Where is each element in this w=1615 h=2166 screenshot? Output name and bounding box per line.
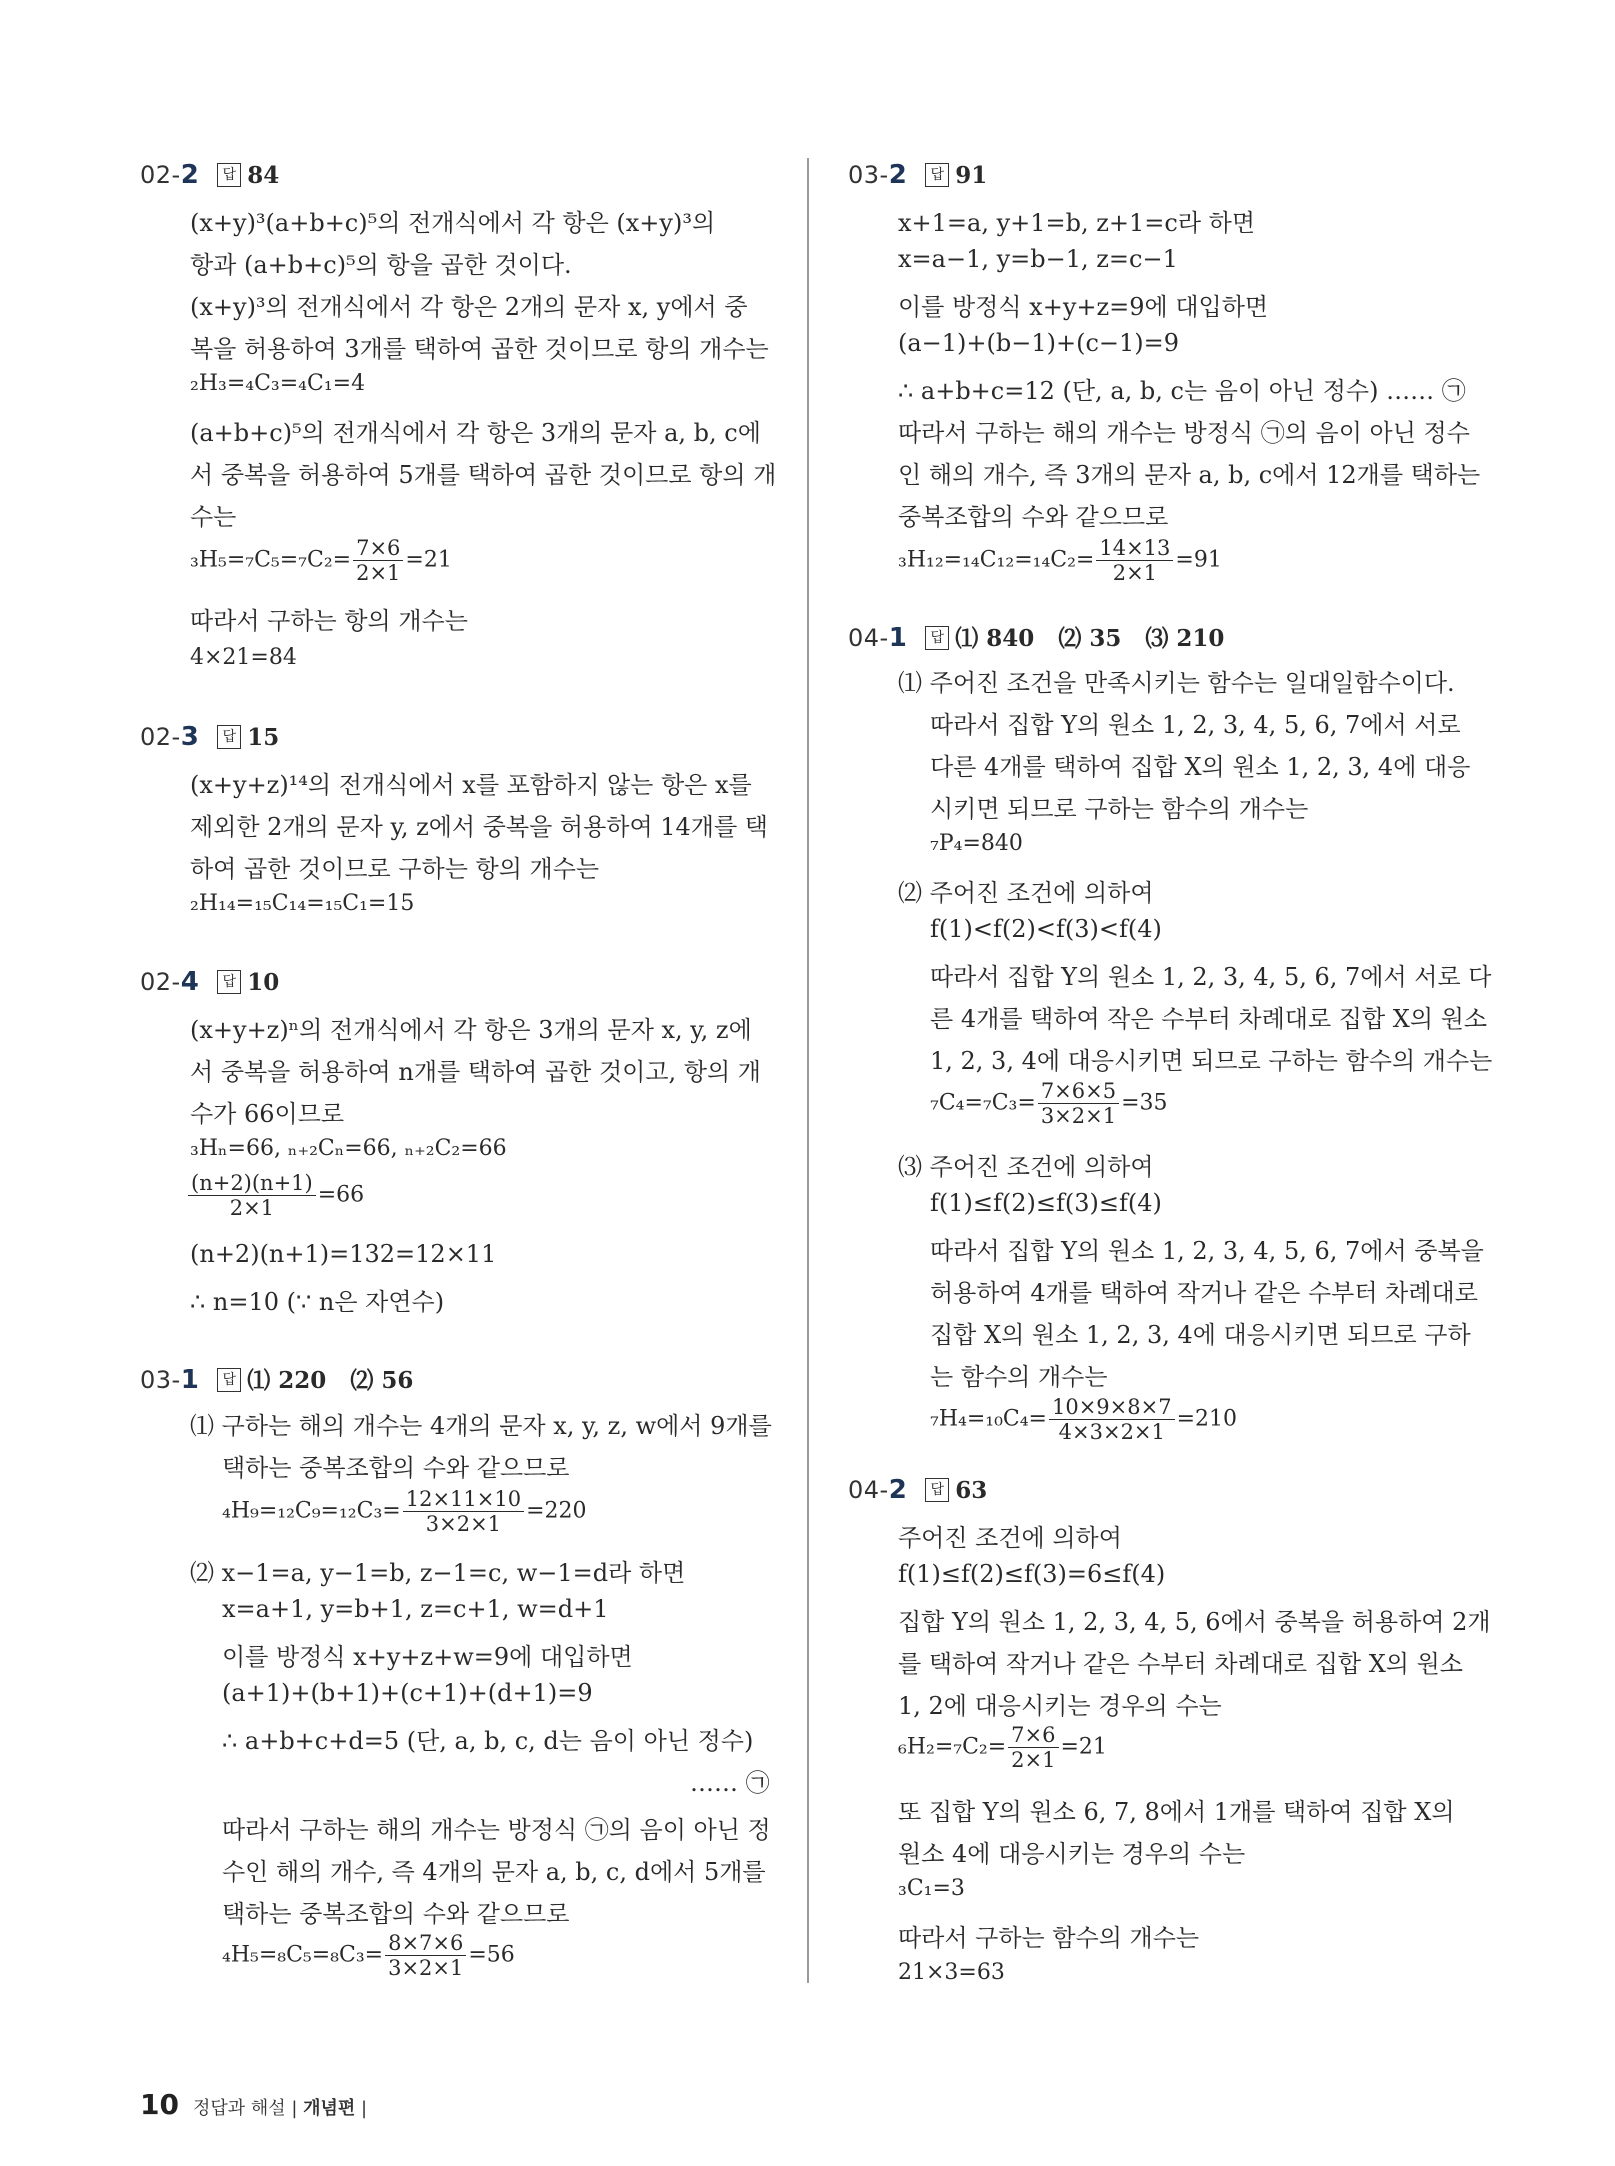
problem-02-4-header: [140, 967, 279, 997]
formula-line: ₇P₄=840: [930, 831, 1023, 856]
problem-04-1-header: [848, 620, 1224, 653]
answer-value: 91: [955, 162, 988, 189]
problem-id: 02-3: [140, 722, 200, 752]
answer-box-icon: 답: [217, 970, 241, 994]
answer-box-icon: 답: [217, 1368, 241, 1392]
problem-id: 03-1: [140, 1365, 200, 1395]
fraction-equation: ₆H₂=₇C₂= $\frac{7\times 6}{2\times 1}$ =21: [898, 1723, 1107, 1773]
text-line: ∴ a+b+c=12 (단, a, b, c는 음이 아닌 정수) …… ㉠: [898, 377, 1466, 405]
problem-id: 02-4: [140, 967, 200, 997]
problem-id: 04-2: [848, 1475, 908, 1505]
text-line: (x+y)³의 전개식에서 각 항은 2개의 문자 x, y에서 중: [190, 293, 748, 321]
answer-value: 10: [247, 969, 280, 996]
text-line: 를 택하여 작거나 같은 수부터 차례대로 집합 X의 원소: [898, 1650, 1463, 1678]
text-line: 집합 X의 원소 1, 2, 3, 4에 대응시키면 되므로 구하: [930, 1321, 1471, 1349]
problem-id: 04-1: [848, 623, 908, 653]
text-line: 따라서 집합 Y의 원소 1, 2, 3, 4, 5, 6, 7에서 중복을: [930, 1237, 1484, 1265]
problem-04-2-header: [848, 1475, 987, 1505]
text-line: 른 4개를 택하여 작은 수부터 차례대로 집합 X의 원소: [930, 1005, 1488, 1033]
text-line: 따라서 집합 Y의 원소 1, 2, 3, 4, 5, 6, 7에서 서로 다: [930, 963, 1492, 991]
text-line: 인 해의 개수, 즉 3개의 문자 a, b, c에서 12개를 택하는: [898, 461, 1481, 489]
text-line: …… ㉠: [690, 1769, 770, 1797]
text-line: f(1)≤f(2)≤f(3)=6≤f(4): [898, 1560, 1166, 1588]
text-line: ⑴ 주어진 조건을 만족시키는 함수는 일대일함수이다.: [898, 669, 1455, 697]
column-divider: [807, 158, 809, 1983]
text-line: 수인 해의 개수, 즉 4개의 문자 a, b, c, d에서 5개를: [222, 1858, 766, 1886]
text-line: 따라서 구하는 해의 개수는 방정식 ㉠의 음이 아닌 정수: [898, 419, 1470, 447]
answer-value: 84: [247, 162, 280, 189]
text-line: ⑴ 구하는 해의 개수는 4개의 문자 x, y, z, w에서 9개를: [190, 1412, 772, 1440]
text-line: 또 집합 Y의 원소 6, 7, 8에서 1개를 택하여 집합 X의: [898, 1798, 1455, 1826]
text-line: ⑵ 주어진 조건에 의하여: [898, 879, 1154, 907]
text-line: 시키면 되므로 구하는 함수의 개수는: [930, 795, 1309, 823]
text-line: x=a+1, y=b+1, z=c+1, w=d+1: [222, 1595, 609, 1623]
text-line: x+1=a, y+1=b, z+1=c라 하면: [898, 209, 1256, 237]
page-number: 10: [140, 2088, 179, 2121]
answer-box-icon: 답: [925, 626, 949, 650]
text-line: ⑵ x−1=a, y−1=b, z−1=c, w−1=d라 하면: [190, 1559, 686, 1587]
text-line: 택하는 중복조합의 수와 같으므로: [222, 1900, 570, 1928]
answer-box-icon: 답: [217, 163, 241, 187]
text-line: 따라서 구하는 항의 개수는: [190, 607, 468, 635]
text-line: (x+y+z)ⁿ의 전개식에서 각 항은 3개의 문자 x, y, z에: [190, 1016, 752, 1044]
text-line: 항과 (a+b+c)⁵의 항을 곱한 것이다.: [190, 251, 572, 279]
text-line: 원소 4에 대응시키는 경우의 수는: [898, 1840, 1246, 1868]
problem-id: 03-2: [848, 160, 908, 190]
text-line: (n+2)(n+1)=132=12×11: [190, 1240, 497, 1268]
answer-value: ⑴ 840 ⑵ 35 ⑶ 210: [955, 625, 1225, 652]
formula-line: 4×21=84: [190, 645, 297, 670]
fraction-equation: $\frac{(n+2)(n+1)}{2\times 1}$ =66: [186, 1172, 364, 1219]
text-line: 1, 2에 대응시키는 경우의 수는: [898, 1692, 1222, 1720]
text-line: 수가 66이므로: [190, 1100, 345, 1128]
text-line: 중복조합의 수와 같으므로: [898, 503, 1169, 531]
problem-03-2-header: [848, 160, 987, 190]
text-line: 따라서 구하는 함수의 개수는: [898, 1924, 1200, 1952]
text-line: 따라서 집합 Y의 원소 1, 2, 3, 4, 5, 6, 7에서 서로: [930, 711, 1461, 739]
text-line: 다른 4개를 택하여 집합 X의 원소 1, 2, 3, 4에 대응: [930, 753, 1471, 781]
text-line: x=a−1, y=b−1, z=c−1: [898, 245, 1178, 273]
page-footer: [140, 2088, 367, 2121]
formula-line: 21×3=63: [898, 1960, 1005, 1985]
problem-03-1-header: [140, 1362, 413, 1395]
answer-value: ⑴ 220 ⑵ 56: [247, 1367, 414, 1394]
problem-id: 02-2: [140, 160, 200, 190]
fraction-equation: ₃H₅=₇C₅=₇C₂= $\frac{7\times 6}{2\times 1}$ =21: [190, 536, 452, 586]
answer-value: 15: [247, 724, 280, 751]
text-line: 이를 방정식 x+y+z=9에 대입하면: [898, 293, 1269, 321]
text-line: 는 함수의 개수는: [930, 1363, 1108, 1391]
fraction-equation: ₇H₄=₁₀C₄= $\frac{10\times 9\times 8\times 7}{4\times 3\times 2\times 1}$ =210: [930, 1395, 1238, 1445]
text-line: (x+y)³(a+b+c)⁵의 전개식에서 각 항은 (x+y)³의: [190, 209, 716, 237]
text-line: 복을 허용하여 3개를 택하여 곱한 것이므로 항의 개수는: [190, 335, 769, 363]
text-line: (a−1)+(b−1)+(c−1)=9: [898, 329, 1180, 357]
answer-box-icon: 답: [217, 725, 241, 749]
text-line: 하여 곱한 것이므로 구하는 항의 개수는: [190, 855, 600, 883]
answer-value: 63: [955, 1477, 988, 1504]
text-line: (x+y+z)¹⁴의 전개식에서 x를 포함하지 않는 항은 x를: [190, 771, 752, 799]
text-line: (a+b+c)⁵의 전개식에서 각 항은 3개의 문자 a, b, c에: [190, 419, 761, 447]
formula-line: ₃Hₙ=66, ₙ₊₂Cₙ=66, ₙ₊₂C₂=66: [190, 1136, 507, 1161]
text-line: ⑶ 주어진 조건에 의하여: [898, 1153, 1154, 1181]
text-line: f(1)<f(2)<f(3)<f(4): [930, 915, 1162, 943]
problem-02-3-header: [140, 722, 279, 752]
text-line: 집합 Y의 원소 1, 2, 3, 4, 5, 6에서 중복을 허용하여 2개: [898, 1608, 1491, 1636]
text-line: ∴ a+b+c+d=5 (단, a, b, c, d는 음이 아닌 정수): [222, 1727, 754, 1755]
answer-box-icon: 답: [925, 1478, 949, 1502]
text-line: 수는: [190, 503, 237, 531]
problem-02-2-header: [140, 160, 279, 190]
text-line: 서 중복을 허용하여 5개를 택하여 곱한 것이므로 항의 개: [190, 461, 777, 489]
answer-box-icon: 답: [925, 163, 949, 187]
text-line: 따라서 구하는 해의 개수는 방정식 ㉠의 음이 아닌 정: [222, 1816, 771, 1844]
fraction-equation: ₃H₁₂=₁₄C₁₂=₁₄C₂= $\frac{14\times 13}{2\times 1}$ =91: [898, 536, 1222, 586]
fraction-equation: ₄H₅=₈C₅=₈C₃= $\frac{8\times 7\times 6}{3\times 2\times 1}$ =56: [222, 1931, 515, 1981]
formula-line: ₂H₁₄=₁₅C₁₄=₁₅C₁=15: [190, 891, 415, 916]
text-line: 1, 2, 3, 4에 대응시키면 되므로 구하는 함수의 개수는: [930, 1047, 1493, 1075]
footer-label: 정답과 해설 | 개념편 |: [192, 2098, 368, 2119]
text-line: 서 중복을 허용하여 n개를 택하여 곱한 것이고, 항의 개: [190, 1058, 761, 1086]
text-line: ∴ n=10 (∵ n은 자연수): [190, 1288, 445, 1316]
formula-line: ₂H₃=₄C₃=₄C₁=4: [190, 371, 366, 396]
text-line: 허용하여 4개를 택하여 작거나 같은 수부터 차례대로: [930, 1279, 1478, 1307]
text-line: (a+1)+(b+1)+(c+1)+(d+1)=9: [222, 1679, 593, 1707]
fraction-equation: ₄H₉=₁₂C₉=₁₂C₃= $\frac{12\times 11\times 10}{3\times 2\times 1}$ =220: [222, 1487, 587, 1537]
fraction-equation: ₇C₄=₇C₃= $\frac{7\times 6\times 5}{3\times 2\times 1}$ =35: [930, 1079, 1168, 1129]
formula-line: ₃C₁=3: [898, 1876, 965, 1901]
text-line: 택하는 중복조합의 수와 같으므로: [222, 1454, 570, 1482]
text-line: f(1)≤f(2)≤f(3)≤f(4): [930, 1189, 1162, 1217]
text-line: 주어진 조건에 의하여: [898, 1524, 1122, 1552]
text-line: 이를 방정식 x+y+z+w=9에 대입하면: [222, 1643, 633, 1671]
text-line: 제외한 2개의 문자 y, z에서 중복을 허용하여 14개를 택: [190, 813, 768, 841]
